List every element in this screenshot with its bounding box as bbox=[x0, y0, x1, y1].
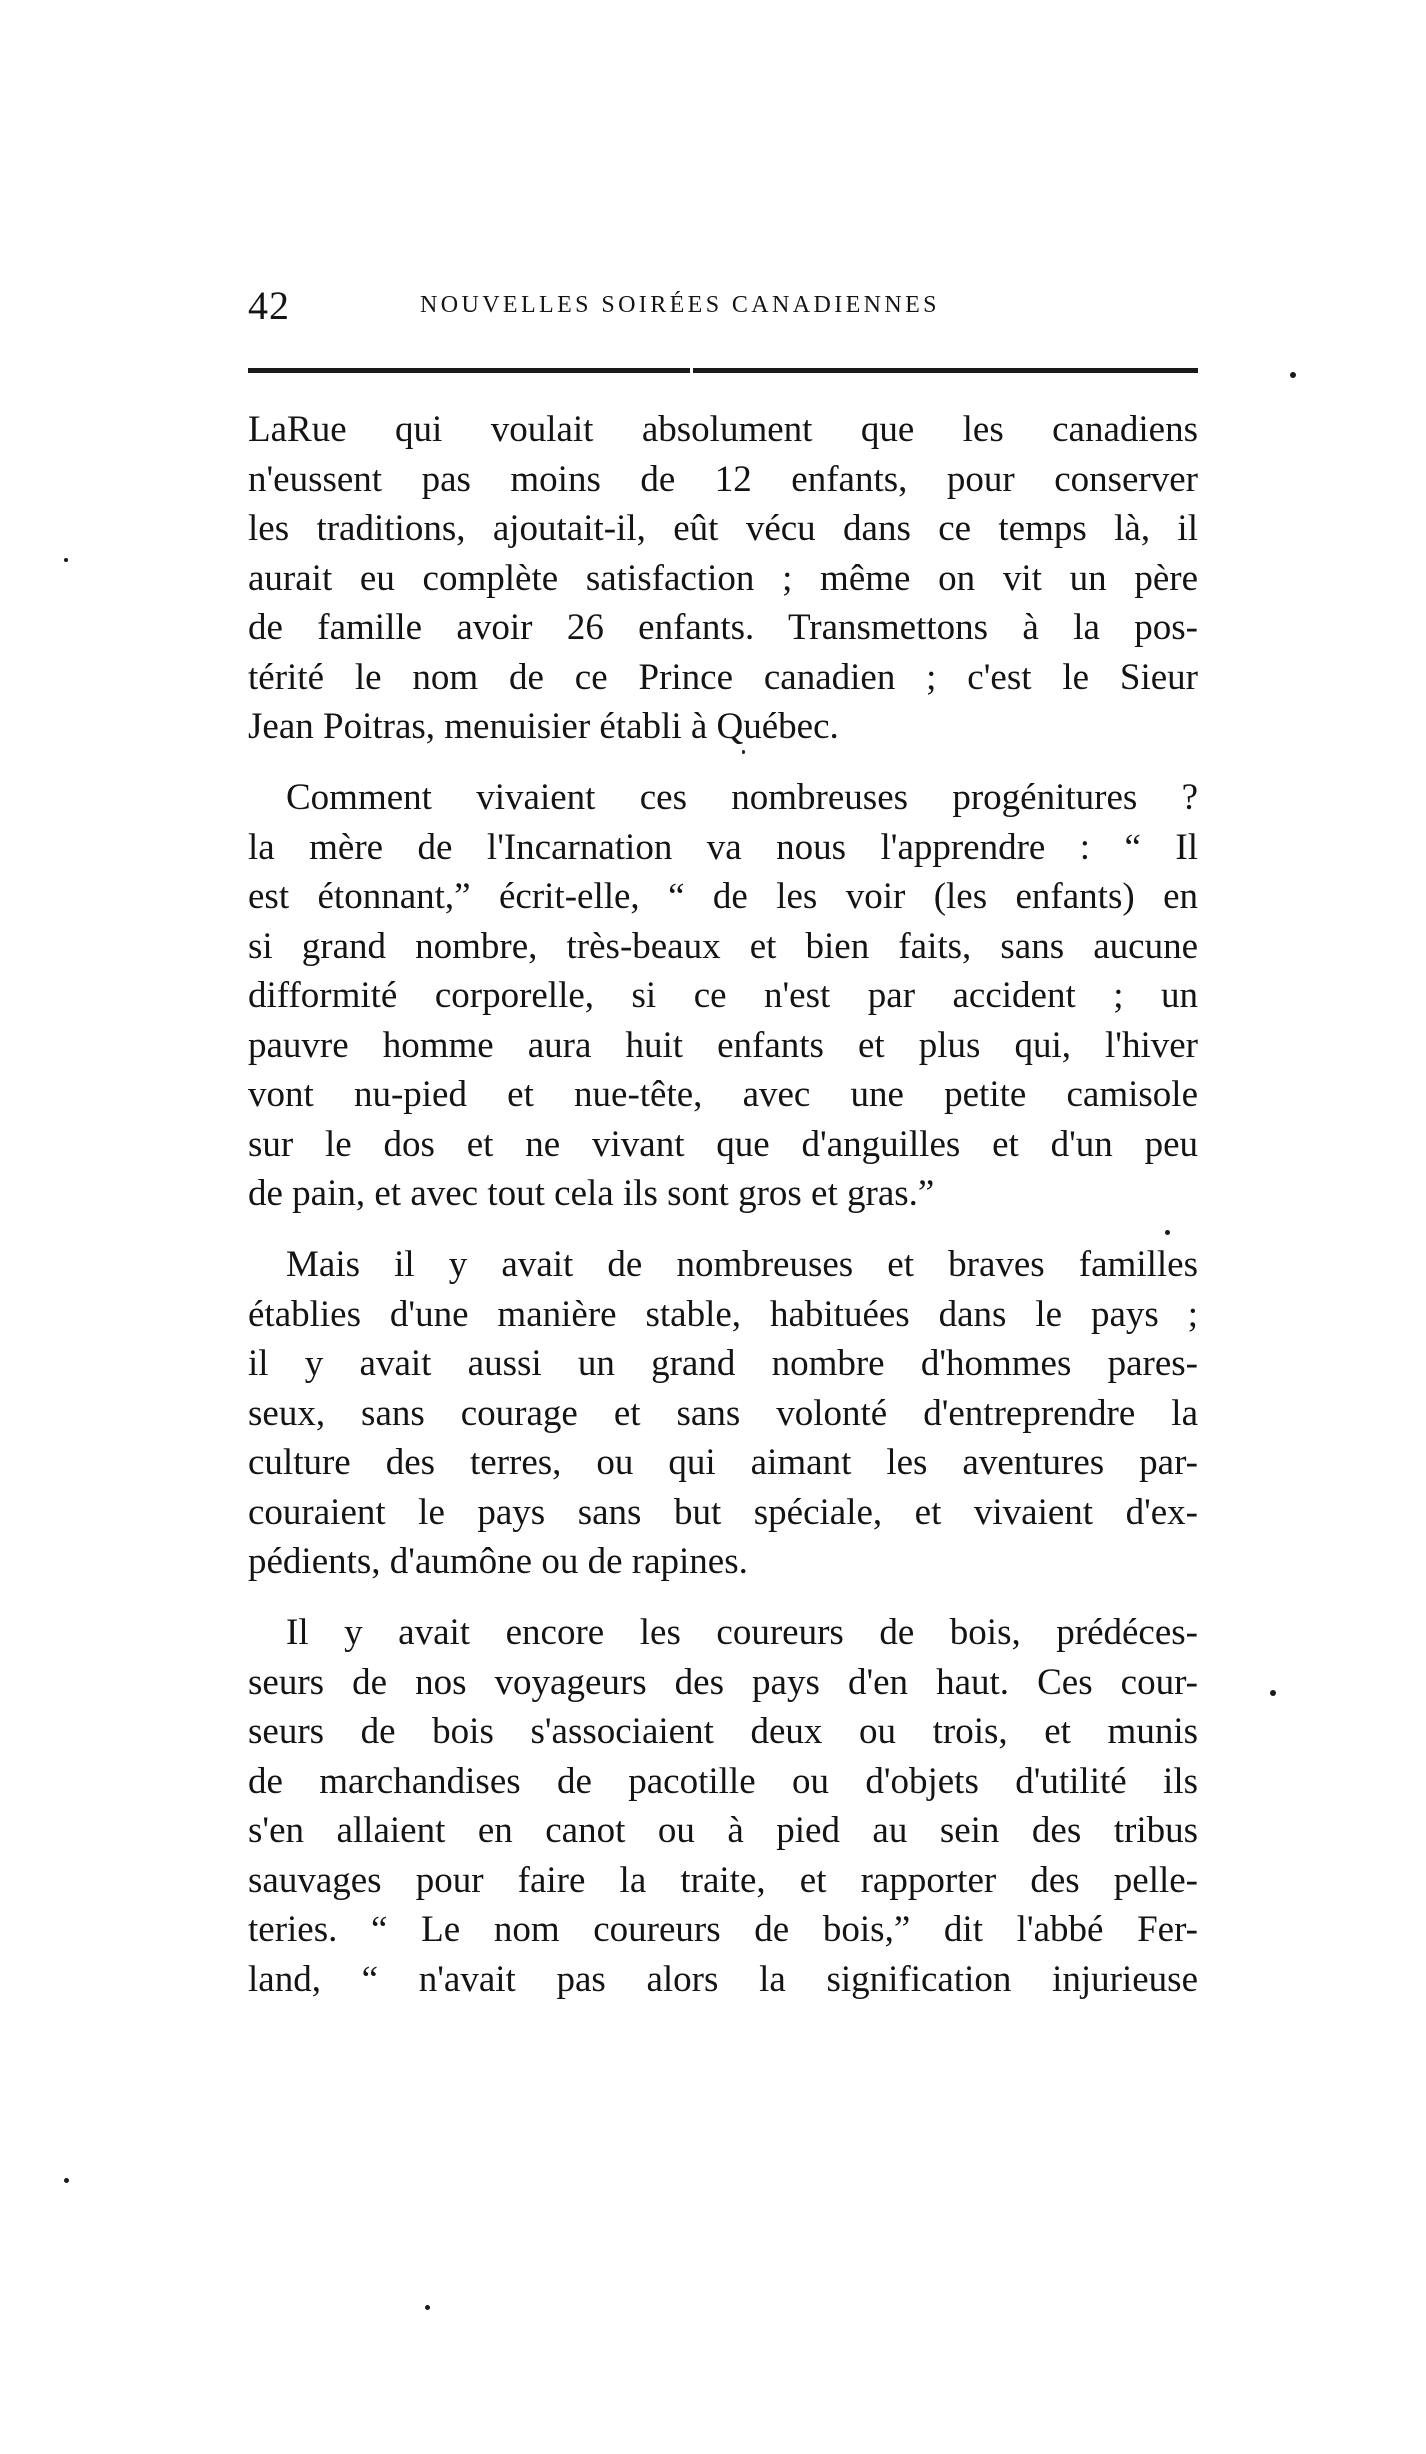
text-line: seux, sans courage et sans volonté d'entreprendre la bbox=[248, 1392, 1198, 1434]
scan-speck bbox=[1270, 1690, 1276, 1696]
text-line: pauvre homme aura huit enfants et plus qui, l'hiver bbox=[248, 1024, 1198, 1066]
header-rule bbox=[248, 368, 1198, 373]
text-line: LaRue qui voulait absolument que les canadiens bbox=[248, 409, 1198, 450]
text-line: seurs de nos voyageurs des pays d'en haut. Ces cour- bbox=[248, 1661, 1198, 1703]
scan-speck bbox=[64, 558, 68, 562]
text-line: Mais il y avait de nombreuses et braves familles bbox=[286, 1244, 1198, 1285]
text-line: Jean Poitras, menuisier établi à Québec. bbox=[248, 706, 839, 747]
text-line: de famille avoir 26 enfants. Transmettons à la pos- bbox=[248, 607, 1198, 648]
text-line: la mère de l'Incarnation va nous l'apprendre : “ Il bbox=[248, 826, 1198, 868]
text-line: térité le nom de ce Prince canadien ; c'est le Sieur bbox=[248, 656, 1198, 698]
scan-speck bbox=[64, 2178, 69, 2183]
paragraph-3 bbox=[248, 1240, 1198, 1587]
text-line: culture des terres, ou qui aimant les aventures par- bbox=[248, 1442, 1198, 1483]
page-header bbox=[248, 282, 1198, 332]
text-line: land, “ n'avait pas alors la signification injurieuse bbox=[248, 1958, 1198, 2000]
text-line: couraient le pays sans but spéciale, et vivaient d'ex- bbox=[248, 1491, 1198, 1533]
text-line: pédients, d'aumône ou de rapines. bbox=[248, 1541, 748, 1582]
text-line: il y avait aussi un grand nombre d'hommes pares- bbox=[248, 1343, 1198, 1384]
text-line: sur le dos et ne vivant que d'anguilles et d'un peu bbox=[248, 1123, 1198, 1165]
text-line: de marchandises de pacotille ou d'objets d'utilité ils bbox=[248, 1760, 1198, 1802]
scan-speck bbox=[1290, 372, 1296, 378]
text-line: teries. “ Le nom coureurs de bois,” dit l'abbé Fer- bbox=[248, 1909, 1198, 1950]
text-line: vont nu-pied et nue-tête, avec une petite camisole bbox=[248, 1074, 1198, 1115]
page-number: 42 bbox=[248, 283, 290, 328]
text-line: de pain, et avec tout cela ils sont gros et gras.” bbox=[248, 1173, 935, 1214]
header-rule-break bbox=[690, 367, 693, 374]
text-line: Il y avait encore les coureurs de bois, prédéces- bbox=[286, 1612, 1198, 1653]
scan-speck bbox=[1165, 1230, 1170, 1235]
text-line: difformité corporelle, si ce n'est par accident ; un bbox=[248, 975, 1198, 1016]
text-line: aurait eu complète satisfaction ; même on vit un père bbox=[248, 557, 1198, 599]
text-line: seurs de bois s'associaient deux ou trois, et munis bbox=[248, 1711, 1198, 1752]
paragraph-2 bbox=[248, 773, 1198, 1219]
scan-speck bbox=[742, 750, 745, 754]
text-line: Comment vivaient ces nombreuses progénitures ? bbox=[286, 777, 1198, 818]
text-line: établies d'une manière stable, habituées dans le pays ; bbox=[248, 1293, 1198, 1335]
paragraph-1 bbox=[248, 405, 1198, 752]
text-line: est étonnant,” écrit-elle, “ de les voir (les enfants) en bbox=[248, 876, 1198, 917]
scan-speck bbox=[425, 2305, 430, 2310]
text-line: n'eussent pas moins de 12 enfants, pour conserver bbox=[248, 458, 1198, 500]
text-line: les traditions, ajoutait-il, eût vécu dans ce temps là, il bbox=[248, 508, 1198, 549]
paragraph-4 bbox=[248, 1608, 1198, 2004]
text-line: sauvages pour faire la traite, et rapporter des pelle- bbox=[248, 1859, 1198, 1901]
text-line: si grand nombre, très-beaux et bien faits, sans aucune bbox=[248, 925, 1198, 967]
text-line: s'en allaient en canot ou à pied au sein des tribus bbox=[248, 1810, 1198, 1851]
running-title: NOUVELLES SOIRÉES CANADIENNES bbox=[420, 292, 940, 318]
